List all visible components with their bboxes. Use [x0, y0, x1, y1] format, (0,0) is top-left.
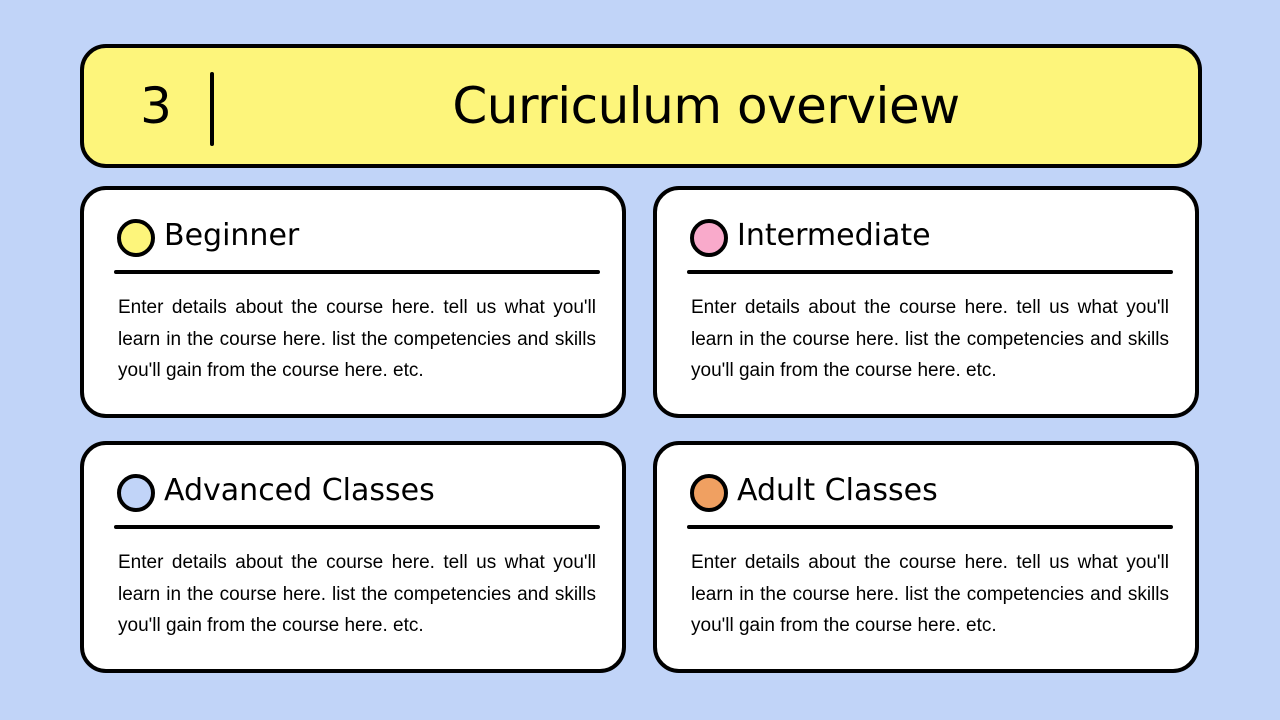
card-divider	[687, 270, 1173, 274]
card-description: Enter details about the course here. tell us what you'll learn in the course here. list the competencies and skills you'll gain from the course here. etc.	[118, 552, 596, 636]
page-title: Curriculum overview	[452, 77, 960, 135]
course-card-intermediate	[653, 186, 1199, 418]
card-divider	[687, 525, 1173, 529]
card-divider	[114, 525, 600, 529]
beginner-dot-icon	[117, 219, 155, 257]
intermediate-dot-icon	[690, 219, 728, 257]
advanced-dot-icon	[117, 474, 155, 512]
card-description: Enter details about the course here. tell us what you'll learn in the course here. list the competencies and skills you'll gain from the course here. etc.	[118, 297, 596, 381]
course-card-adult	[653, 441, 1199, 673]
section-number: 3	[140, 77, 172, 135]
adult-dot-icon	[690, 474, 728, 512]
card-description: Enter details about the course here. tell us what you'll learn in the course here. list the competencies and skills you'll gain from the course here. etc.	[691, 297, 1169, 381]
course-card-advanced	[80, 441, 626, 673]
card-description: Enter details about the course here. tell us what you'll learn in the course here. list the competencies and skills you'll gain from the course here. etc.	[691, 552, 1169, 636]
course-card-beginner	[80, 186, 626, 418]
header-banner	[80, 44, 1202, 168]
card-title: Advanced Classes	[164, 473, 435, 508]
card-title: Beginner	[164, 218, 300, 253]
card-title: Adult Classes	[737, 473, 938, 508]
card-divider	[114, 270, 600, 274]
card-title: Intermediate	[737, 218, 931, 253]
